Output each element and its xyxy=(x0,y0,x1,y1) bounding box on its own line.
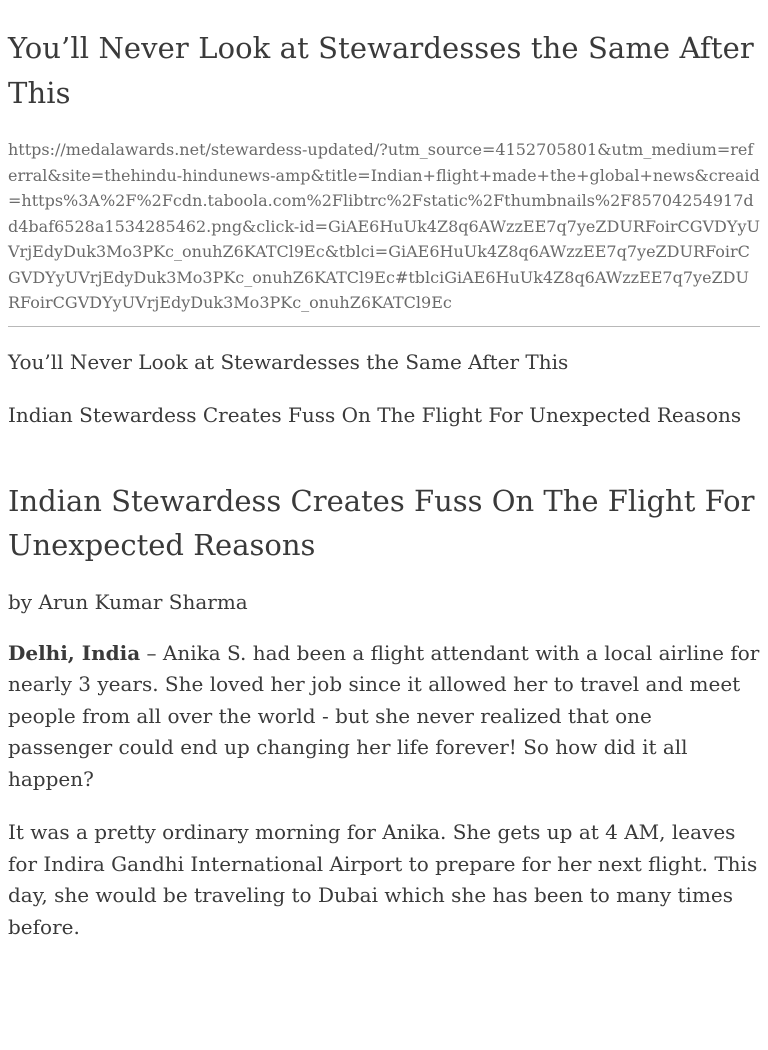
page xyxy=(0,26,768,943)
article-title: Indian Stewardess Creates Fuss On The Flight For Unexpected Reasons xyxy=(8,483,755,562)
article-paragraph-1-text: – Anika S. had been a flight attendant with a local airline for nearly 3 years. She loved her job since it allowed her to travel and meet people from all over the world - but she never realized that one passenger could end up changing her life forever! So how did it all happen? xyxy=(8,640,760,791)
article-paragraph-1 xyxy=(8,638,760,796)
page-url[interactable]: https://medalawards.net/stewardess-updated/?utm_source=4152705801&utm_medium=referral&site=thehindu-hindunews-amp&title=Indian+flight+made+the+global+news&creaid=https%3A%2F%2Fcdn.taboola.com%2Flibtrc%2Fstatic%2Fthumbnails%2F85704254917dd4baf6528a1534285462.png&click-id=GiAE6HuUk4Z8q6AWzzEE7q7yeZDURFoirCGVDYyUVrjEdyDuk3Mo3PKc_onuhZ6KATCl9Ec&tblci=GiAE6HuUk4Z8q6AWzzEE7q7yeZDURFoirCGVDYyUVrjEdyDuk3Mo3PKc_onuhZ6KATCl9Ec#tblciGiAE6HuUk4Z8q6AWzzEE7q7yeZDURFoirCGVDYyUVrjEdyDuk3Mo3PKc_onuhZ6KATCl9Ec xyxy=(8,140,760,312)
related-link-1[interactable]: You’ll Never Look at Stewardesses the Same After This xyxy=(8,349,569,374)
page-title: You’ll Never Look at Stewardesses the Same After This xyxy=(8,31,754,110)
related-link-2[interactable]: Indian Stewardess Creates Fuss On The Flight For Unexpected Reasons xyxy=(8,402,742,427)
article-byline: by Arun Kumar Sharma xyxy=(8,589,248,614)
article-dateline: Delhi, India xyxy=(8,640,141,665)
article-paragraph-2: It was a pretty ordinary morning for Anika. She gets up at 4 AM, leaves for Indira Gandhi International Airport to prepare for her next flight. This day, she would be traveling to Dubai which she has been to many times before. xyxy=(8,820,758,939)
divider xyxy=(8,326,760,327)
